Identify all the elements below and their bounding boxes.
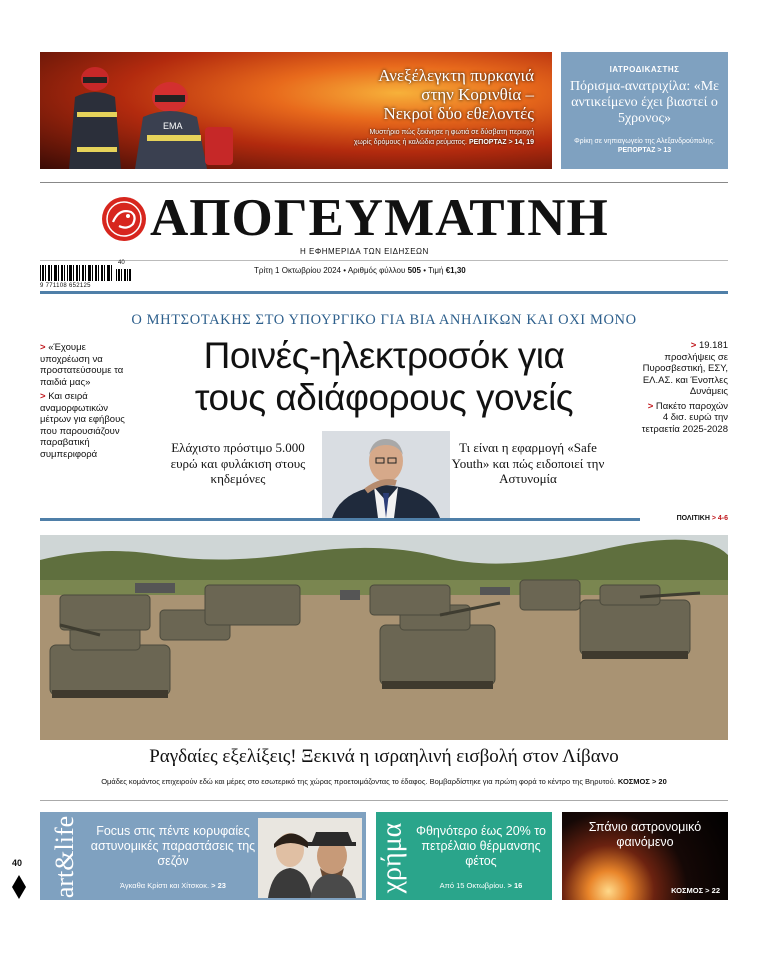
list-item: > Πακέτο παροχών 4 δισ. ευρώ την τετραετία 2025-2028 [641,400,728,435]
divider [40,800,728,801]
lead-headline[interactable]: Ποινές-ηλεκτροσόκ για τους αδιάφορους γονείς [194,335,574,418]
side-story-sub: Φρίκη σε νηπιαγωγείο της Αλεξανδρούπολης. ΡΕΠΟΡΤΑΖ > 13 [574,138,715,154]
art-life-photo [258,818,362,898]
top-story-headline: Ανεξέλεγκτη πυρκαγιά στην Κορινθία – Νεκροί δύο εθελοντές [378,66,534,123]
masthead-title[interactable]: ΑΠΟΓΕΥΜΑΤΙΝΗ [150,189,609,247]
astro-headline: Σπάνιο αστρονομικό φαινόμενο [588,820,702,849]
vest-text: ΕΜΑ [163,121,183,131]
art-life-vertical-label: art&life [50,815,80,899]
top-story-sub: Μυστήριο πώς ξεκίνησε η φωτιά σε δύσβατη περιοχή χωρίς δρόμους ή καλώδια ρεύματος. ΡΕΠΟΡΤΑΖ > 14, 19 [353,129,534,146]
barcode-number: 9 771108 652125 [40,283,91,289]
lead-right-column [640,340,728,435]
list-item: > 19.181 προσλήψεις σε Πυροσβεστική, ΕΣΥ, ΕΛ.ΑΣ. και Ένοπλες Δυνάμεις [642,340,728,397]
page-number: 40 [12,858,23,868]
money-sub: Από 15 Οκτωβρίου. > 16 [439,881,523,890]
divider [40,182,728,183]
portrait-photo [322,431,450,518]
lead-left-column [40,342,132,460]
diamond-icon [12,875,26,899]
divider [40,260,728,261]
lead-kicker: Ο ΜΗΤΣΟΤΑΚΗΣ ΣΤΟ ΥΠΟΥΡΓΙΚΟ ΓΙΑ ΒΙΑ ΑΝΗΛΙΚΩΝ ΚΑΙ ΟΧΙ ΜΟΝΟ [131,312,637,328]
photo-headline[interactable]: Ραγδαίες εξελίξεις! Ξεκινά η ισραηλινή εισβολή στον Λίβανο [149,746,619,767]
barcode-issue: 40 [118,260,125,266]
lead-sub-left: Ελάχιστο πρόστιμο 5.000 ευρώ και φυλάκιση στους κηδεμόνες [170,440,306,486]
money-vertical-label: χρήμα [376,822,408,894]
art-life-sub: Άγκαθα Κρίστι και Χίτσκοκ. > 23 [120,881,226,890]
firefighters-illustration [55,57,255,169]
astro-box[interactable] [562,812,728,900]
accent-bar [40,518,728,521]
list-item: > Και σειρά αναμορφωτικών μέτρων για εφήβους που παρουσιάζουν παραβατική συμπεριφορά [40,391,125,460]
lead-sub-right: Τι είναι η εφαρμογή «Safe Youth» και πώς ειδοποιεί την Αστυνομία [451,440,605,486]
dateline: Τρίτη 1 Οκτωβρίου 2024 • Αριθμός φύλλου 505 • Τιμή €1,30 [254,266,466,275]
masthead-tagline: Η ΕΦΗΜΕΡΙΔΑ ΤΩΝ ΕΙΔΗΣΕΩΝ [300,247,429,256]
top-story-banner[interactable] [40,52,552,169]
money-headline: Φθηνότερο έως 20% το πετρέλαιο θέρμανσης φέτος [416,824,546,868]
side-story-category: ΙΑΤΡΟΔΙΚΑΣΤΗΣ [609,65,680,74]
side-story-box[interactable] [561,52,728,169]
side-story-headline: Πόρισμα-ανατριχίλα: «Με αντικείμενο έχει βιαστεί ο 5χρονος» [569,79,720,126]
list-item: > «Έχουμε υποχρέωση να προστατεύσουμε τα παιδιά μας» [40,342,124,388]
astro-ref: ΚΟΣΜΟΣ > 22 [671,886,720,895]
art-life-box[interactable] [40,812,366,900]
tanks-photo [40,535,728,740]
art-life-headline: Focus στις πέντε κορυφαίες αστυνομικές παραστάσεις της σεζόν [90,824,256,868]
money-box[interactable] [376,812,552,900]
masthead-logo-icon [101,196,147,242]
photo-sub: Ομάδες κομάντος επιχειρούν εδώ και μέρες στο εσωτερικό της χώρας προετοιμάζοντας το έδαφος. Βομβαρδίστηκε για πρώτη φορά το κέντρο της Βηρυτού. ΚΟΣΜΟΣ > 20 [101,777,667,786]
accent-bar [40,291,728,294]
section-link-politiki[interactable]: ΠΟΛΙΤΙΚΗ > 4-6 [640,515,728,525]
barcode [40,260,132,289]
